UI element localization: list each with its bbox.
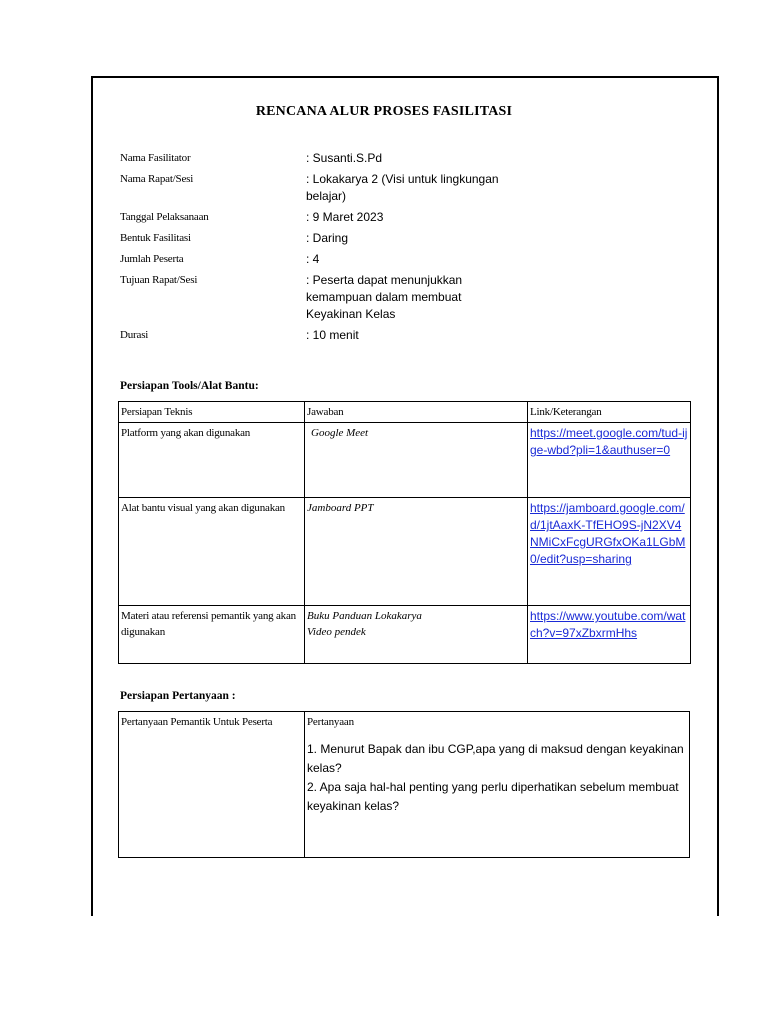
meet-link[interactable]: https://meet.google.com/tud-ijge-wbd?pli=1&authuser=0 — [530, 426, 688, 457]
teknis-cell: Materi atau referensi pemantik yang akan digunakan — [119, 606, 305, 664]
info-row-durasi — [120, 327, 520, 344]
header-cell: Persiapan Teknis — [119, 402, 305, 423]
table-row — [119, 498, 691, 606]
header-cell: Jawaban — [305, 402, 528, 423]
youtube-link[interactable]: https://www.youtube.com/watch?v=97xZbxrmHhs — [530, 609, 686, 640]
info-row-jumlah — [120, 251, 520, 268]
link-cell — [528, 606, 691, 664]
info-value: : 9 Maret 2023 — [306, 210, 384, 224]
questions-heading: Persiapan Pertanyaan : — [120, 690, 236, 702]
table-row — [119, 606, 691, 664]
table-row — [119, 423, 691, 498]
info-value: : Susanti.S.Pd — [306, 151, 383, 165]
table-header-row — [119, 402, 691, 423]
tools-table — [118, 401, 691, 664]
info-row-rapat — [120, 171, 520, 205]
questions-header: Pertanyaan — [307, 716, 354, 728]
teknis-cell: Alat bantu visual yang akan digunakan — [119, 498, 305, 606]
info-label: Nama Rapat/Sesi — [120, 173, 194, 185]
jawaban-cell — [305, 498, 528, 606]
jawaban-cell — [305, 606, 528, 664]
info-value: : Lokakarya 2 (Visi untuk lingkungan belajar) — [306, 172, 499, 203]
jamboard-link[interactable]: https://jamboard.google.com/d/1jtAaxK-TfEHO9S-jN2XV4NMiCxFcgURGfxOKa1LGbM0/edit?usp=sharing — [530, 501, 686, 566]
jawaban-line: Buku Panduan Lokakarya — [307, 610, 422, 622]
table-row — [119, 712, 690, 858]
info-row-tujuan — [120, 272, 520, 323]
info-label: Durasi — [120, 329, 149, 341]
info-value: : Daring — [306, 231, 349, 245]
header-cell: Link/Keterangan — [528, 402, 691, 423]
tools-heading: Persiapan Tools/Alat Bantu: — [120, 380, 259, 392]
question-item: 2. Apa saja hal-hal penting yang perlu diperhatikan sebelum membuat keyakinan kelas? — [307, 780, 679, 813]
jawaban-line: Jamboard PPT — [307, 502, 374, 514]
link-cell — [528, 498, 691, 606]
jawaban-cell — [305, 423, 528, 498]
info-label: Tujuan Rapat/Sesi — [120, 274, 198, 286]
info-row-tanggal — [120, 209, 520, 226]
info-label: Jumlah Peserta — [120, 253, 184, 265]
info-row-bentuk — [120, 230, 520, 247]
document-title: RENCANA ALUR PROSES FASILITASI — [255, 104, 513, 119]
info-label: Tanggal Pelaksanaan — [120, 211, 209, 223]
questions-table — [118, 711, 690, 858]
questions-cell — [305, 712, 690, 858]
info-block — [120, 150, 520, 348]
questions-label-cell: Pertanyaan Pemantik Untuk Peserta — [119, 712, 305, 858]
info-row-fasilitator — [120, 150, 520, 167]
info-value: : 10 menit — [306, 328, 359, 342]
jawaban-line: Video pendek — [307, 626, 366, 638]
link-cell — [528, 423, 691, 498]
info-value: : 4 — [306, 252, 320, 266]
jawaban-line: Google Meet — [311, 427, 369, 439]
info-value: : Peserta dapat menunjukkan kemampuan dalam membuat Keyakinan Kelas — [306, 273, 463, 321]
info-label: Nama Fasilitator — [120, 152, 191, 164]
teknis-cell: Platform yang akan digunakan — [119, 423, 305, 498]
question-item: 1. Menurut Bapak dan ibu CGP,apa yang di maksud dengan keyakinan kelas? — [307, 742, 684, 775]
info-label: Bentuk Fasilitasi — [120, 232, 191, 244]
